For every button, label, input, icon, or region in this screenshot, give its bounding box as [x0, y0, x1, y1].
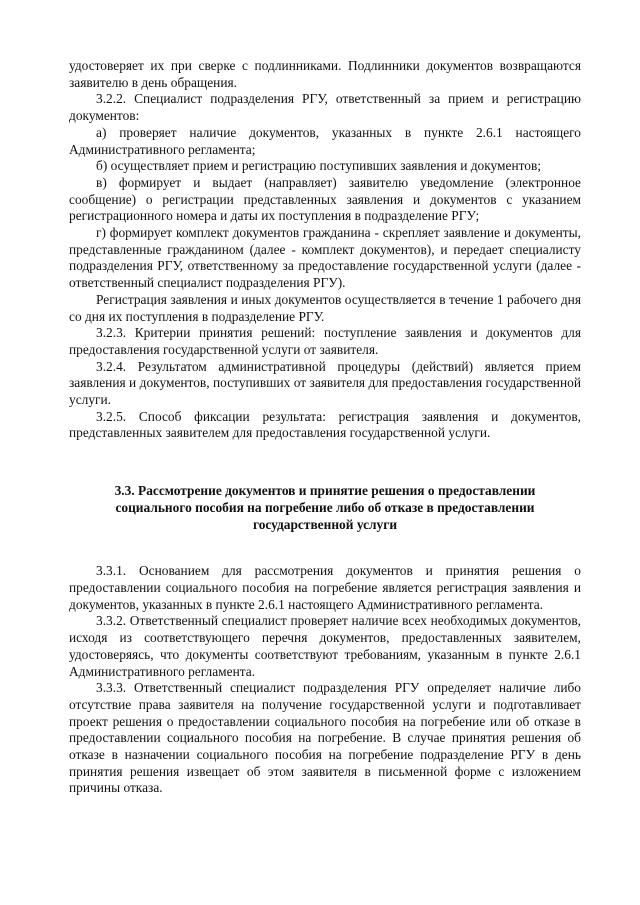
paragraph-3-3-3: 3.3.3. Ответственный специалист подразделения РГУ определяет наличие либо отсутствие права заявителя на получение государственной услуги и подготавливает проект решения о предоставлении социального пособия на погребение или об отказе в предоставлении социального пособия на погребение. В случае принятия решения об отказе в назначении социального пособия на погребение подразделение РГУ в день принятия решения извещает об этом заявителя в письменной форме с изложением причины отказа.	[69, 680, 581, 796]
list-item-a: а) проверяет наличие документов, указанных в пункте 2.6.1 настоящего Административного регламента;	[69, 124, 581, 157]
paragraph-3-2-4: 3.2.4. Результатом административной процедуры (действий) является прием заявления и документов, поступивших от заявителя для предоставления государственной услуги.	[69, 358, 581, 408]
paragraph-3-2-5: 3.2.5. Способ фиксации результата: регистрация заявления и документов, представленных заявителем для предоставления государственной услуги.	[69, 408, 581, 441]
section-heading: 3.3. Рассмотрение документов и принятие решения о предоставлении социального пособия на погребение либо об отказе в предоставлении государственной услуги	[114, 483, 536, 532]
paragraph-3-3-1: 3.3.1. Основанием для рассмотрения документов и принятия решения о предоставлении социального пособия на погребение является регистрация заявления и документов, указанных в пункте 2.6.1 настоящего Административного регламента.	[69, 563, 581, 612]
paragraph-registration: Регистрация заявления и иных документов осуществляется в течение 1 рабочего дня со дня их поступления в подразделение РГУ.	[69, 291, 581, 324]
list-item-v: в) формирует и выдает (направляет) заявителю уведомление (электронное сообщение) о регистрации представленных заявления и документов с указанием регистрационного номера и даты их поступления в подразделение РГУ;	[69, 174, 581, 224]
paragraph-3-3-2: 3.3.2. Ответственный специалист проверяет наличие всех необходимых документов, исходя из соответствующего перечня документов, предоставленных заявителем, удостоверяясь, что документы соответствуют требованиям, указанным в пункте 2.6.1 Административного регламента.	[69, 613, 581, 679]
paragraph-3-2-2: 3.2.2. Специалист подразделения РГУ, ответственный за прием и регистрацию документов:	[69, 91, 581, 124]
paragraph-continuation: удостоверяет их при сверке с подлинниками. Подлинники документов возвращаются заявителю в день обращения.	[69, 58, 581, 90]
paragraph-3-2-3: 3.2.3. Критерии принятия решений: поступление заявления и документов для предоставления государственной услуги от заявителя.	[69, 325, 581, 357]
list-item-b: б) осуществляет прием и регистрацию поступивших заявления и документов;	[96, 158, 542, 174]
list-item-g: г) формирует комплект документов гражданина - скрепляет заявление и документы, представленные гражданином (далее - комплект документов), и передает специалисту подразделения РГУ, ответственному за предоставление государственной услуги (далее - ответственный специалист подразделения РГУ).	[69, 225, 581, 291]
document-page	[69, 58, 581, 797]
section-spacer	[69, 533, 581, 563]
